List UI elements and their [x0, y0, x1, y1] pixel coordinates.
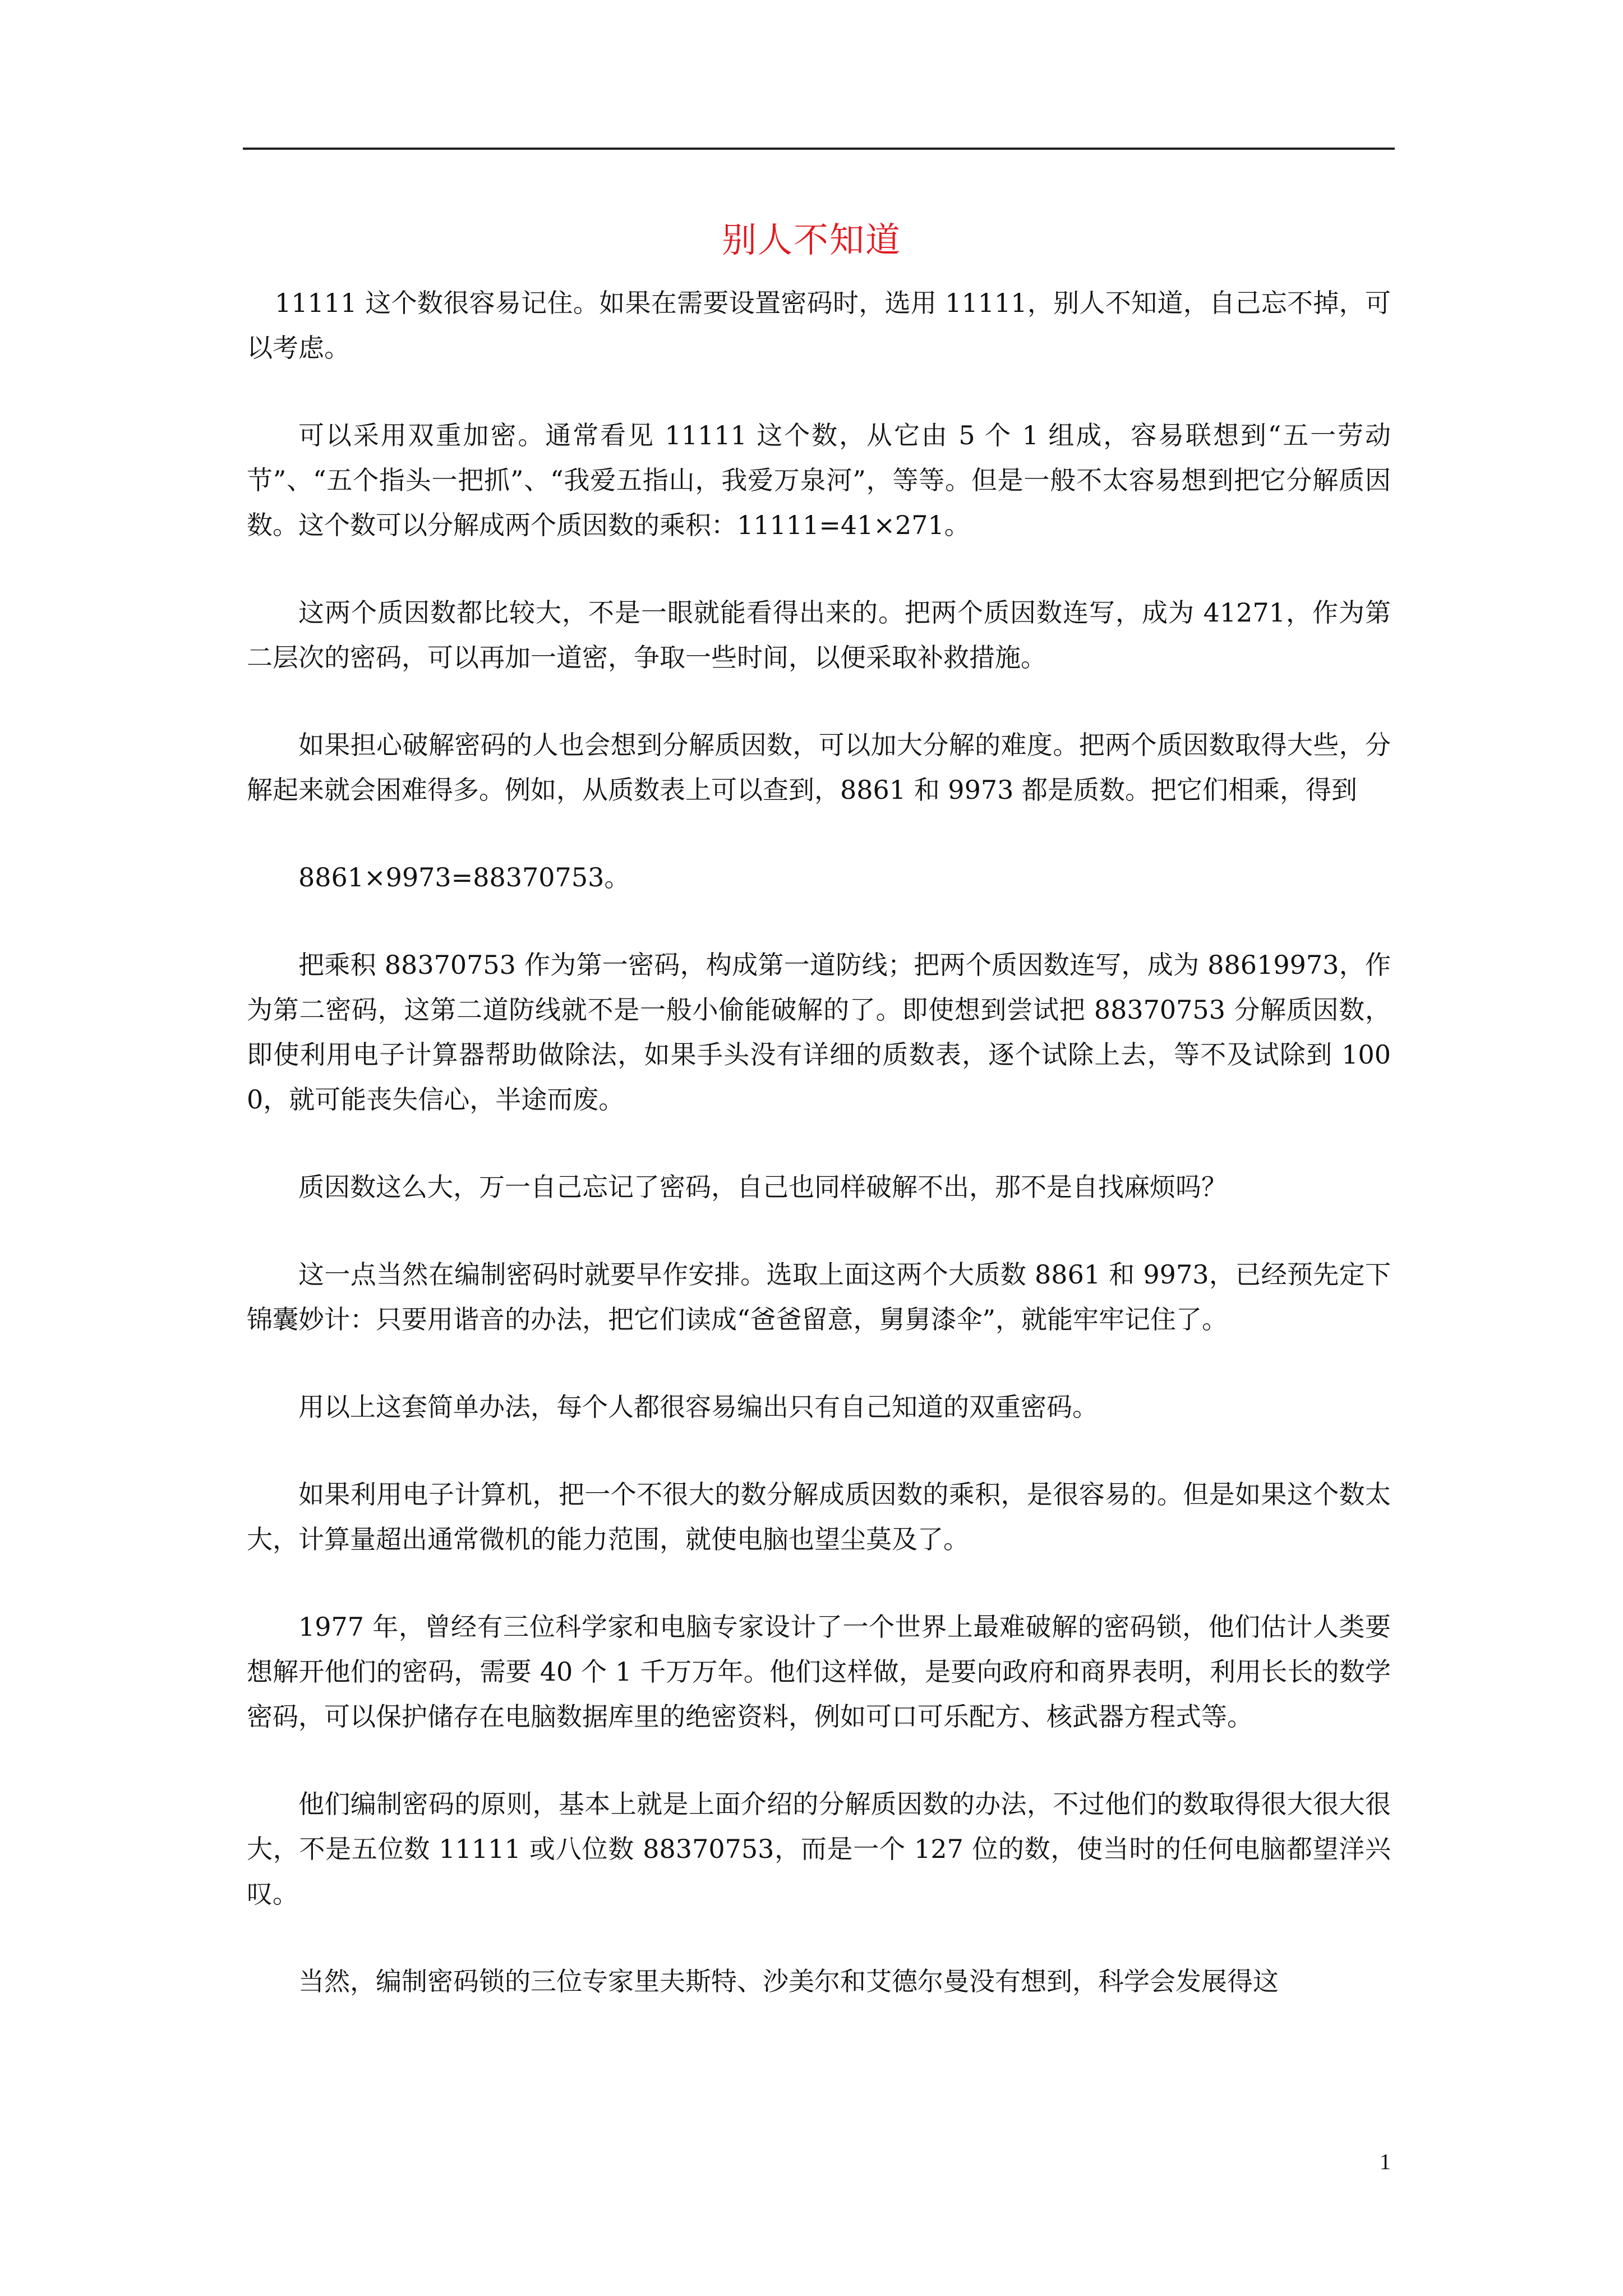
header-rule [243, 148, 1395, 150]
paragraph-13: 当然，编制密码锁的三位专家里夫斯特、沙美尔和艾德尔曼没有想到，科学会发展得这 [298, 1966, 1279, 1996]
page-number: 1 [1380, 2149, 1391, 2174]
paragraph-11: 1977 年，曾经有三位科学家和电脑专家设计了一个世界上最难破解的密码锁，他们估计人类要想解开他们的密码，需要 40 个 1 千万万年。他们这样做，是要向政府和商界表明，利用长长的数学密码，可以保护储存在电脑数据库里的绝密资料，例如可口可乐配方、核武器方程式等。 [247, 1612, 1391, 1732]
paragraph-1: 11111 这个数很容易记住。如果在需要设置密码时，选用 11111，别人不知道，自己忘不掉，可以考虑。 [247, 288, 1391, 363]
paragraph-10: 如果利用电子计算机，把一个不很大的数分解成质因数的乘积，是很容易的。但是如果这个数太大，计算量超出通常微机的能力范围，就使电脑也望尘莫及了。 [247, 1479, 1391, 1554]
paragraph-8: 这一点当然在编制密码时就要早作安排。选取上面这两个大质数 8861 和 9973，已经预先定下锦囊妙计：只要用谐音的办法，把它们读成“爸爸留意，舅舅漆伞”，就能牢牢记住了。 [247, 1259, 1391, 1335]
paragraph-9: 用以上这套简单办法，每个人都很容易编出只有自己知道的双重密码。 [298, 1392, 1098, 1422]
paragraph-2: 可以采用双重加密。通常看见 11111 这个数，从它由 5 个 1 组成，容易联想到“五一劳动节”、“五个指头一把抓”、“我爱五指山，我爱万泉河”，等等。但是一般不太容易想到把它分解质因数。这个数可以分解成两个质因数的乘积：11111=41×271。 [247, 420, 1391, 540]
equation-line: 8861×9973=88370753。 [298, 862, 630, 892]
paragraph-4: 如果担心破解密码的人也会想到分解质因数，可以加大分解的难度。把两个质因数取得大些，分解起来就会困难得多。例如，从质数表上可以查到，8861 和 9973 都是质数。把它们相乘，得到 [247, 730, 1391, 805]
article-title: 别人不知道 [721, 219, 901, 260]
paragraph-3: 这两个质因数都比较大，不是一眼就能看得出来的。把两个质因数连写，成为 41271，作为第二层次的密码，可以再加一道密，争取一些时间，以便采取补救措施。 [247, 597, 1391, 673]
paragraph-12: 他们编制密码的原则，基本上就是上面介绍的分解质因数的办法，不过他们的数取得很大很大很大，不是五位数 11111 或八位数 88370753，而是一个 127 位的数，使当时的任何电脑都望洋兴叹。 [247, 1789, 1391, 1909]
paragraph-6: 把乘积 88370753 作为第一密码，构成第一道防线；把两个质因数连写，成为 88619973，作为第二密码，这第二道防线就不是一般小偷能破解的了。即使想到尝试把 88370753 分解质因数，即使利用电子计算器帮助做除法，如果手头没有详细的质数表，逐个试除上去，等不及试除到 1000，就可能丧失信心，半途而废。 [247, 950, 1391, 1115]
paragraph-7: 质因数这么大，万一自己忘记了密码，自己也同样破解不出，那不是自找麻烦吗？ [298, 1172, 1227, 1202]
article-body [247, 280, 1391, 2046]
